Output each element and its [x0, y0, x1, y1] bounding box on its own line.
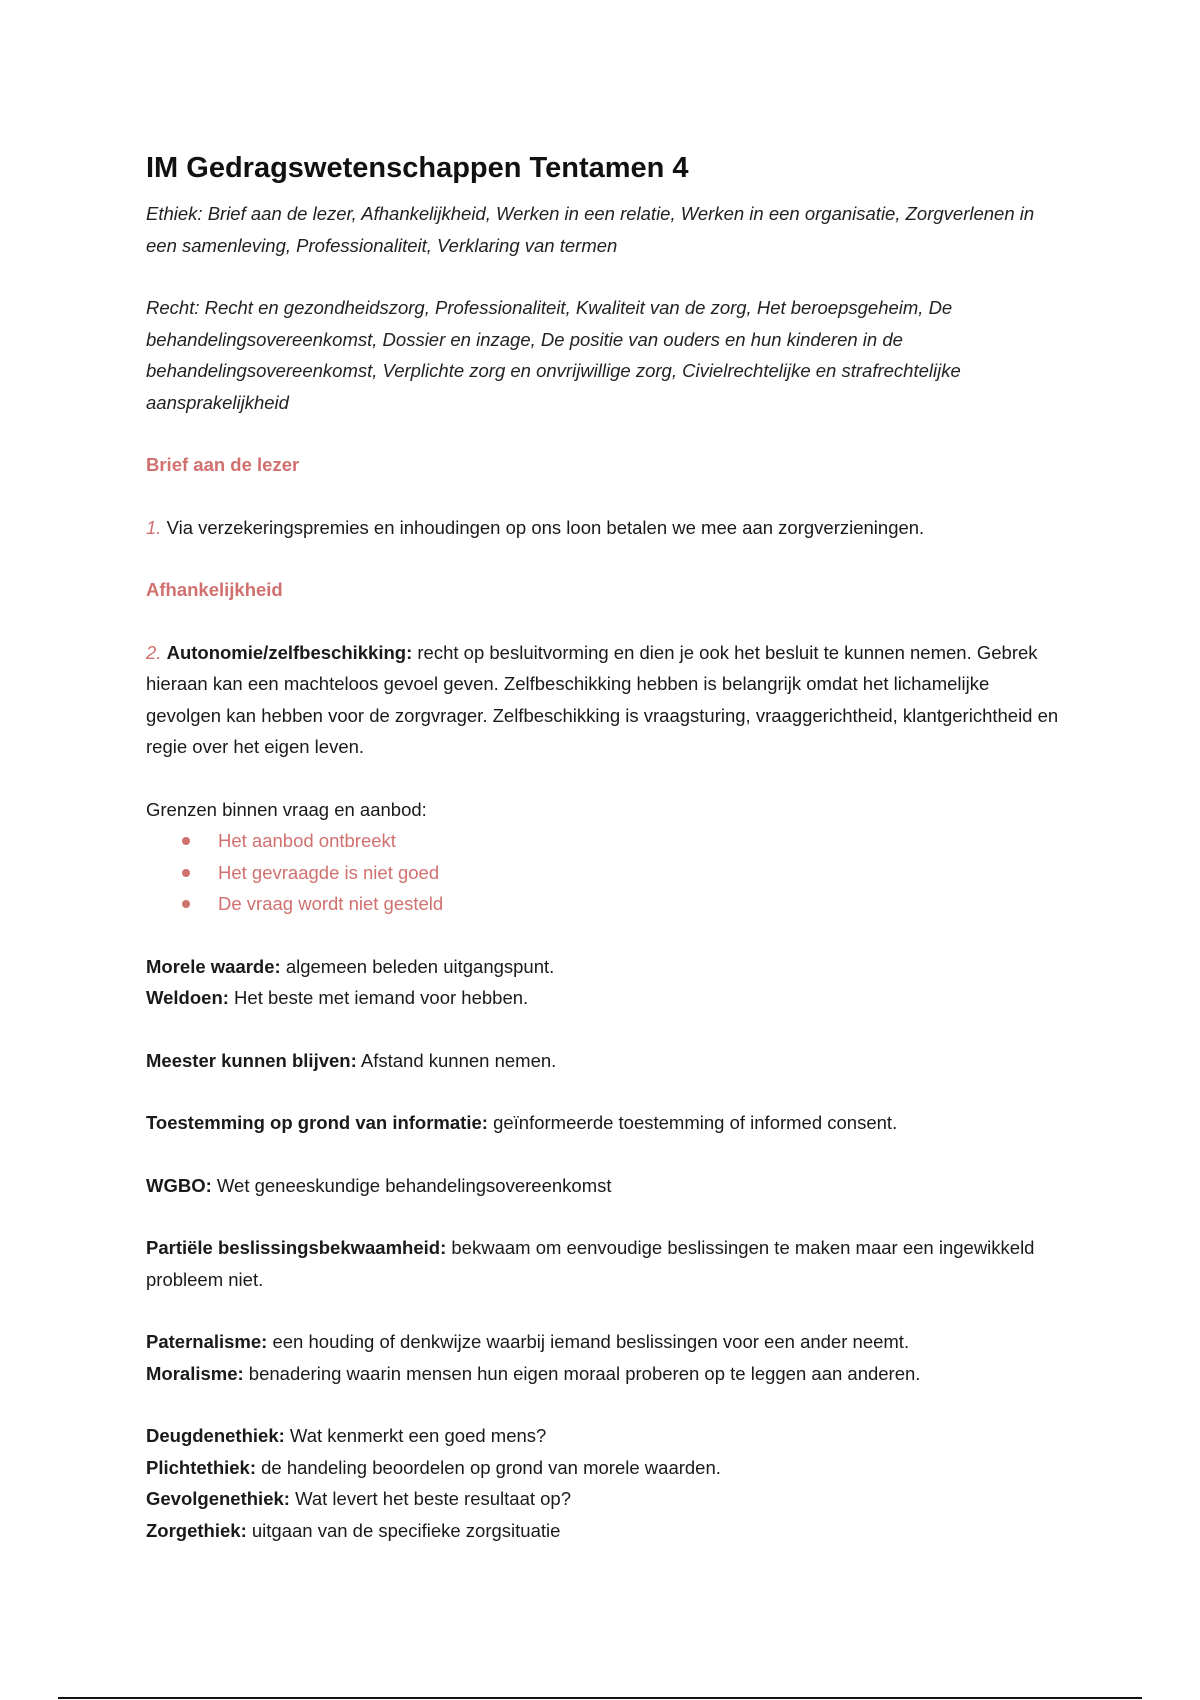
- definition-term: Toestemming op grond van informatie:: [146, 1112, 488, 1133]
- definition-text: Wat levert het beste resultaat op?: [289, 1488, 572, 1509]
- list-item: De vraag wordt niet gesteld: [182, 888, 1066, 920]
- definition-text: Wet geneeskundige behandelingsovereenkomst: [211, 1174, 612, 1196]
- definition-plichtethiek: [146, 1452, 1066, 1484]
- item-number: 1.: [146, 516, 162, 538]
- definition-term: Zorgethiek:: [146, 1519, 247, 1541]
- brief-item: [146, 512, 1066, 544]
- definition-text: Afstand kunnen nemen.: [356, 1049, 557, 1071]
- grenzen-list: [146, 825, 1066, 920]
- bullet-icon: [182, 869, 190, 877]
- definition-text: de handeling beoordelen op grond van morele waarden.: [256, 1456, 721, 1478]
- page-bottom-divider: [58, 1697, 1142, 1699]
- bullet-icon: [182, 837, 190, 845]
- definition-deugdenethiek: [146, 1420, 1066, 1452]
- definition-term: Weldoen:: [146, 987, 229, 1008]
- definition-text: benadering waarin mensen hun eigen moraal proberen op te leggen aan anderen.: [243, 1362, 921, 1384]
- ethiek-summary: Ethiek: Brief aan de lezer, Afhankelijkheid, Werken in een relatie, Werken in een organisatie, Zorgverlenen in een samenleving, Professionaliteit, Verklaring van termen: [146, 203, 1035, 256]
- definition-text: geïnformeerde toestemming of informed consent.: [487, 1112, 898, 1133]
- definition-weldoen: [146, 982, 1066, 1014]
- item-text: Via verzekeringspremies en inhoudingen op ons loon betalen we mee aan zorgverzieningen.: [166, 516, 925, 538]
- definition-paternalisme: [146, 1326, 1066, 1358]
- definition-text: Wat kenmerkt een goed mens?: [284, 1425, 547, 1446]
- definition-text: algemeen beleden uitgangspunt.: [280, 955, 555, 977]
- item-number: 2.: [146, 641, 162, 663]
- section-heading-afhankelijkheid: Afhankelijkheid: [146, 579, 283, 600]
- definition-moralisme: [146, 1358, 1066, 1390]
- item-term: Autonomie/zelfbeschikking:: [166, 641, 413, 663]
- definition-meester: [146, 1045, 1066, 1077]
- definition-term: Plichtethiek:: [146, 1456, 256, 1478]
- definition-wgbo: [146, 1170, 1066, 1202]
- grenzen-label: Grenzen binnen vraag en aanbod:: [146, 798, 427, 820]
- definition-term: Moralisme:: [146, 1362, 244, 1384]
- definition-text: uitgaan van de specifieke zorgsituatie: [246, 1519, 561, 1541]
- definition-morele-waarde: [146, 951, 1066, 983]
- definition-term: WGBO:: [146, 1174, 212, 1196]
- section-heading-brief: Brief aan de lezer: [146, 454, 300, 475]
- list-item: Het gevraagde is niet goed: [182, 857, 1066, 889]
- document-page: [146, 148, 1066, 1546]
- item-text: recht op besluitvorming en dien je ook het besluit te kunnen nemen. Gebrek hieraan kan een machteloos gevoel geven. Zelfbeschikking hebben is belangrijk omdat het lichamelijke gevolgen kan hebben voor de zorgvrager. Zelfbeschikking is vraagsturing, vraaggerichtheid, klantgerichtheid en regie over het eigen leven.: [146, 641, 1059, 757]
- definition-text: bekwaam om eenvoudige beslissingen te maken maar een ingewikkeld probleem niet.: [146, 1237, 1035, 1290]
- definition-term: Paternalisme:: [146, 1331, 268, 1352]
- list-item: Het aanbod ontbreekt: [182, 825, 1066, 857]
- document-title: IM Gedragswetenschappen Tentamen 4: [146, 152, 689, 184]
- definition-term: Meester kunnen blijven:: [146, 1049, 357, 1071]
- definition-term: Partiële beslissingsbekwaamheid:: [146, 1237, 447, 1258]
- afhankelijkheid-item: [146, 637, 1066, 763]
- definition-toestemming: [146, 1107, 1066, 1139]
- bullet-icon: [182, 900, 190, 908]
- definition-term: Deugdenethiek:: [146, 1425, 285, 1446]
- definition-partiele: [146, 1232, 1066, 1295]
- definition-text: Het beste met iemand voor hebben.: [228, 987, 529, 1008]
- definition-term: Gevolgenethiek:: [146, 1488, 290, 1509]
- definition-gevolgenethiek: [146, 1483, 1066, 1515]
- definition-zorgethiek: [146, 1515, 1066, 1547]
- definition-text: een houding of denkwijze waarbij iemand beslissingen voor een ander neemt.: [267, 1331, 910, 1352]
- recht-summary: Recht: Recht en gezondheidszorg, Professionaliteit, Kwaliteit van de zorg, Het beroepsgeheim, De behandelingsovereenkomst, Dossier en inzage, De positie van ouders en hun kinderen in de behandelingsovereenkomst, Verplichte zorg en onvrijwillige zorg, Civielrechtelijke en strafrechtelijke aansprakelijkheid: [146, 297, 961, 413]
- definition-term: Morele waarde:: [146, 955, 281, 977]
